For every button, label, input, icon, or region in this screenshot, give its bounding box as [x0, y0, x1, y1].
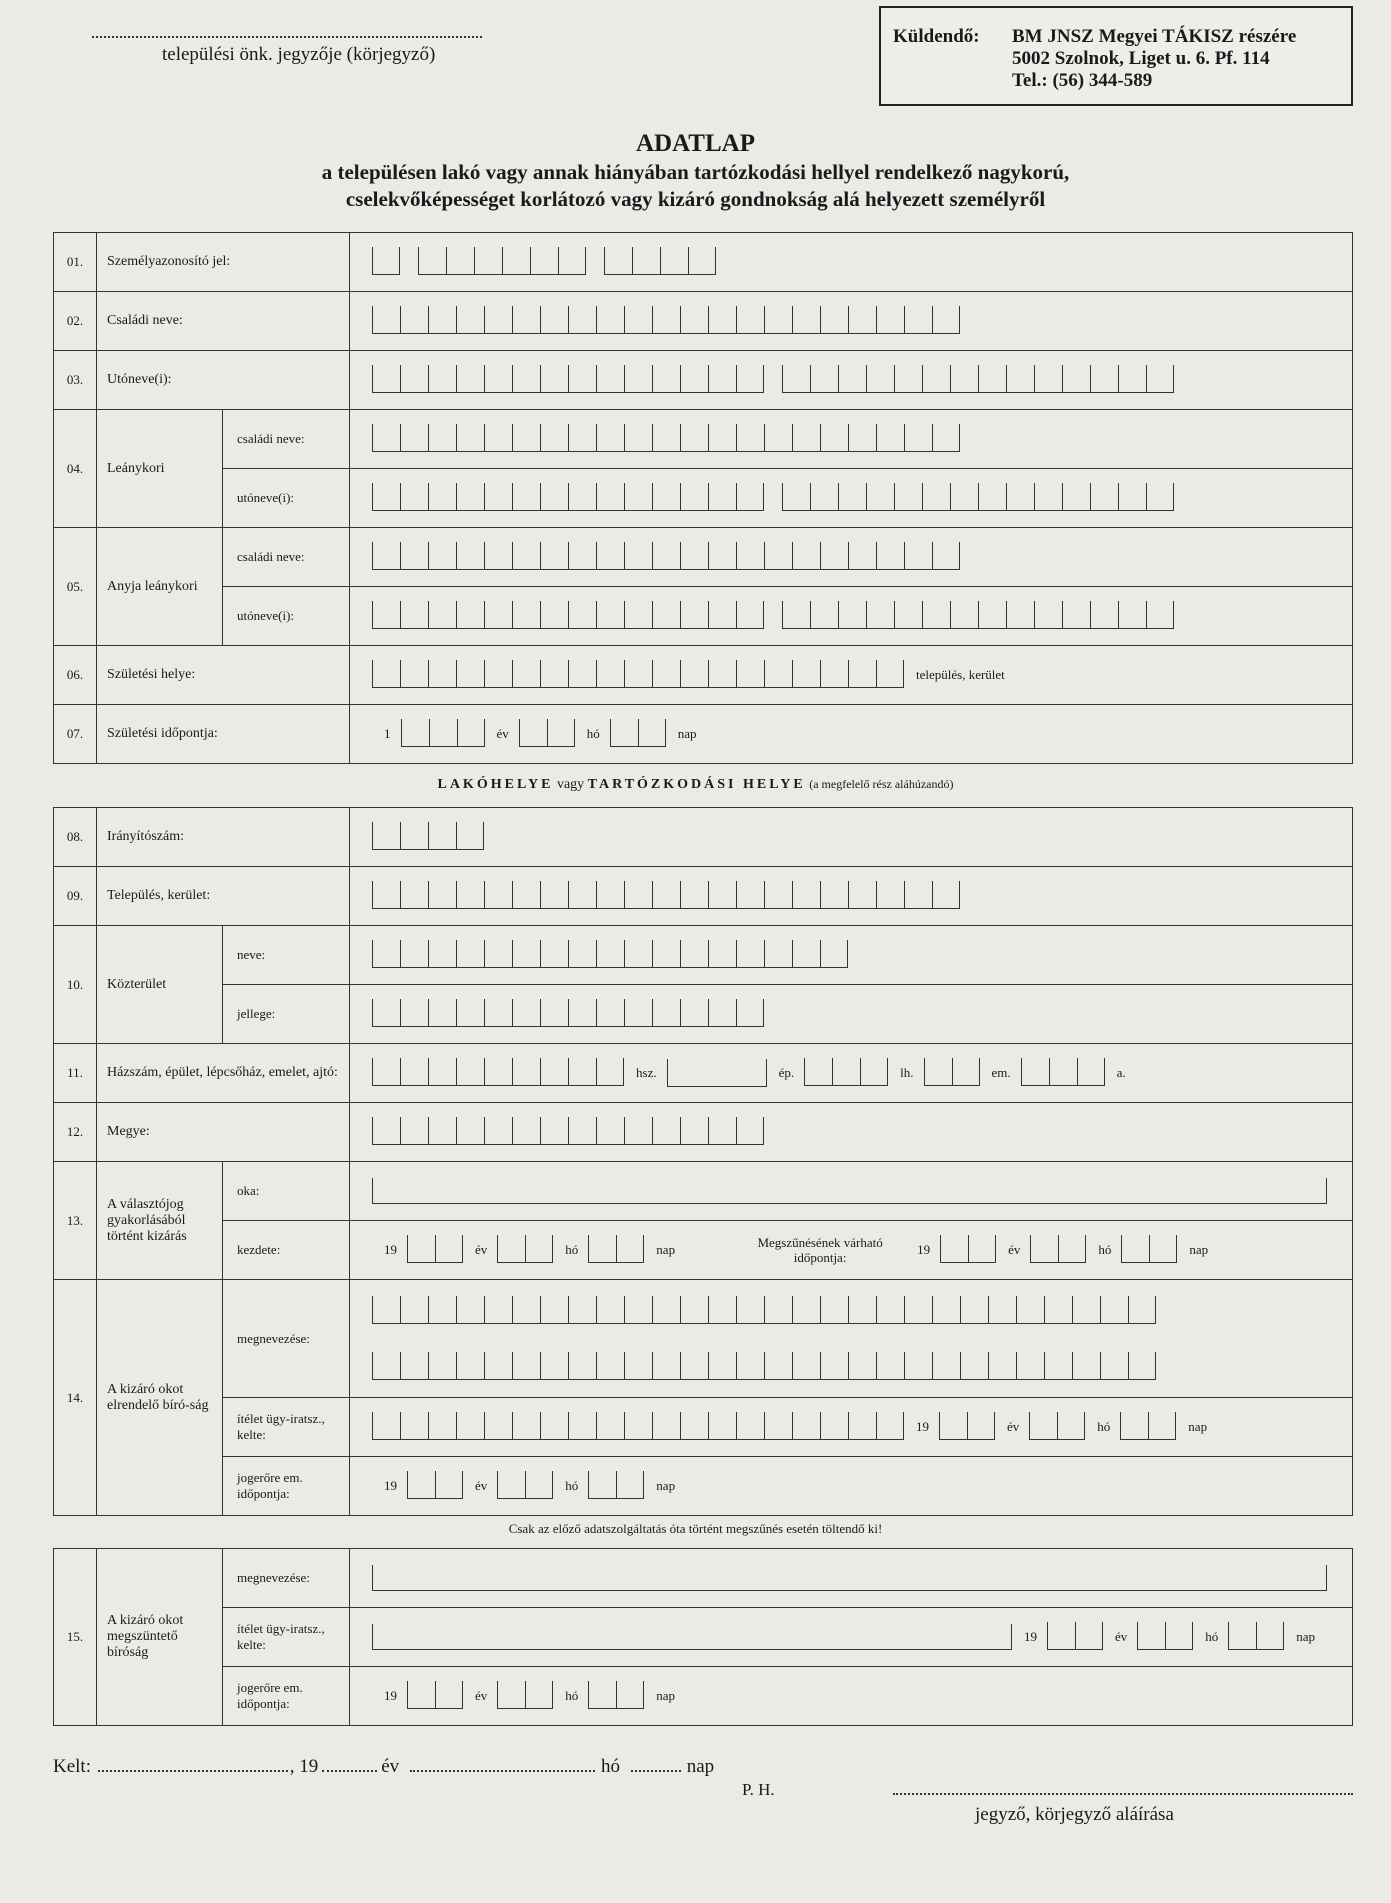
row-13a: 13. A választójog gyakorlásából történt kizárás oka:: [54, 1162, 1353, 1221]
label-given-names: Utóneve(i):: [97, 351, 350, 410]
row-08: 08. Irányítószám:: [54, 808, 1353, 867]
date-line: Kelt: , 19 év hó nap: [53, 1756, 715, 1777]
ordering-court-name-field[interactable]: [350, 1280, 1353, 1398]
label-exclusion: A választójog gyakorlásából történt kizárás: [97, 1162, 223, 1280]
stamp-placeholder: P. H.: [742, 1780, 775, 1799]
form-subtitle-1: a településen lakó vagy annak hiányában tartózkodási hellyel rendelkező nagykorú,: [321, 160, 1070, 184]
label-public-space-type: jellege:: [223, 985, 350, 1044]
row-03: 03. Utóneve(i):: [54, 351, 1353, 410]
label-birthdate: Születési időpontja:: [97, 705, 350, 764]
label-ordering-judgment: ítélet ügy-iratsz., kelte:: [223, 1398, 350, 1457]
row-04b: [54, 469, 1353, 528]
label-postcode: Irányítószám:: [97, 808, 350, 867]
label-ordering-final-date: jogerőre em. időpontja:: [223, 1457, 350, 1516]
label-mother-given-names: utóneve(i):: [223, 587, 350, 646]
label-terminating-court-name: megnevezése:: [223, 1549, 350, 1608]
municipality-caption: települési önk. jegyzője (körjegyző): [162, 44, 436, 65]
label-terminating-final-date: jogerőre em. időpontja:: [223, 1667, 350, 1726]
exclusion-dates-field[interactable]: 19 év hó nap Megszűnésének várható időpontja:19 év hó nap: [350, 1221, 1353, 1280]
house-number-field[interactable]: hsz. ép. lh. em. a.: [350, 1044, 1353, 1103]
label-personal-id: Személyazonosító jel:: [97, 233, 350, 292]
terminating-final-date-field[interactable]: 19 év hó nap: [350, 1667, 1353, 1726]
label-ordering-court: A kizáró okot elrendelő bíró-ság: [97, 1280, 223, 1516]
row-14b: [54, 1398, 1353, 1457]
given-names-field[interactable]: [350, 351, 1353, 410]
sender-box: [879, 6, 1353, 106]
form-title: ADATLAP: [636, 130, 755, 157]
label-maiden: Leánykori: [97, 410, 223, 528]
sender-line-2: 5002 Szolnok, Liget u. 6. Pf. 114: [1012, 48, 1270, 69]
maiden-family-name-field[interactable]: [350, 410, 1353, 469]
row-14c: [54, 1457, 1353, 1516]
row-15b: [54, 1608, 1353, 1667]
label-ordering-court-name: megnevezése:: [223, 1280, 350, 1398]
terminating-court-name-field[interactable]: [350, 1549, 1353, 1608]
exclusion-reason-field[interactable]: [350, 1162, 1353, 1221]
row-10a: 10. Közterület neve:: [54, 926, 1353, 985]
label-terminating-court: A kizáró okot megszüntető bíróság: [97, 1549, 223, 1726]
row-15a: 15. A kizáró okot megszüntető bíróság megnevezése:: [54, 1549, 1353, 1608]
residence-heading: LAKÓHELYE vagy TARTÓZKODÁSI HELYE (a megfelelő rész aláhúzandó): [437, 777, 954, 792]
signature-caption: jegyző, körjegyző aláírása: [975, 1804, 1174, 1825]
label-public-space: Közterület: [97, 926, 223, 1044]
public-space-name-field[interactable]: [350, 926, 1353, 985]
birthplace-field[interactable]: település, kerület: [350, 646, 1353, 705]
ordering-final-date-field[interactable]: 19 év hó nap: [350, 1457, 1353, 1516]
row-07: 07. Születési időpontja: 1 év hó nap: [54, 705, 1353, 764]
label-family-name: Családi neve:: [97, 292, 350, 351]
row-12: 12. Megye:: [54, 1103, 1353, 1162]
row-10b: [54, 985, 1353, 1044]
row-13b: [54, 1221, 1353, 1280]
settlement-field[interactable]: [350, 867, 1353, 926]
mother-family-name-field[interactable]: [350, 528, 1353, 587]
public-space-type-field[interactable]: [350, 985, 1353, 1044]
row-04a: 04. Leánykori családi neve:: [54, 410, 1353, 469]
label-birthplace: Születési helye:: [97, 646, 350, 705]
row-09: 09. Település, kerület:: [54, 867, 1353, 926]
mother-given-names-field[interactable]: [350, 587, 1353, 646]
county-field[interactable]: [350, 1103, 1353, 1162]
personal-data-table: [53, 232, 1353, 764]
row-05b: [54, 587, 1353, 646]
sender-line-3: Tel.: (56) 344-589: [1012, 70, 1153, 91]
termination-note: Csak az előző adatszolgáltatás óta történt megszűnés esetén töltendő ki!: [508, 1521, 883, 1536]
sender-line-1: BM JNSZ Megyei TÁKISZ részére: [1012, 26, 1297, 47]
label-terminating-judgment: ítélet ügy-iratsz., kelte:: [223, 1608, 350, 1667]
row-01: 01. Személyazonosító jel:: [54, 233, 1353, 292]
termination-table: [53, 1548, 1353, 1726]
row-11: 11. Házszám, épület, lépcsőház, emelet, ajtó: hsz. ép. lh. em. a.: [54, 1044, 1353, 1103]
label-exclusion-reason: oka:: [223, 1162, 350, 1221]
terminating-judgment-field[interactable]: 19 év hó nap: [350, 1608, 1353, 1667]
label-settlement: Település, kerület:: [97, 867, 350, 926]
row-06: 06. Születési helye: település, kerület: [54, 646, 1353, 705]
label-mother-family-name: családi neve:: [223, 528, 350, 587]
label-house-number: Házszám, épület, lépcsőház, emelet, ajtó:: [97, 1044, 350, 1103]
personal-id-field[interactable]: [350, 233, 1353, 292]
maiden-given-names-field[interactable]: [350, 469, 1353, 528]
label-mother-maiden: Anyja leánykori: [97, 528, 223, 646]
family-name-field[interactable]: [350, 292, 1353, 351]
label-maiden-given-names: utóneve(i):: [223, 469, 350, 528]
form-subtitle-2: cselekvőképességet korlátozó vagy kizáró gondnokság alá helyezett személyről: [345, 187, 1046, 211]
ordering-judgment-field[interactable]: 19 év hó nap: [350, 1398, 1353, 1457]
label-maiden-family-name: családi neve:: [223, 410, 350, 469]
row-15c: [54, 1667, 1353, 1726]
label-public-space-name: neve:: [223, 926, 350, 985]
row-05a: 05. Anyja leánykori családi neve:: [54, 528, 1353, 587]
row-02: 02. Családi neve:: [54, 292, 1353, 351]
signature-line[interactable]: [893, 1793, 1353, 1795]
postcode-field[interactable]: [350, 808, 1353, 867]
address-table: [53, 807, 1353, 1516]
label-exclusion-start: kezdete:: [223, 1221, 350, 1280]
birthdate-field[interactable]: 1 év hó nap: [350, 705, 1353, 764]
label-county: Megye:: [97, 1103, 350, 1162]
signature-dotted-line: [92, 36, 482, 38]
row-14a: 14. A kizáró okot elrendelő bíró-ság megnevezése:: [54, 1280, 1353, 1398]
sender-label: Küldendő:: [893, 26, 980, 47]
